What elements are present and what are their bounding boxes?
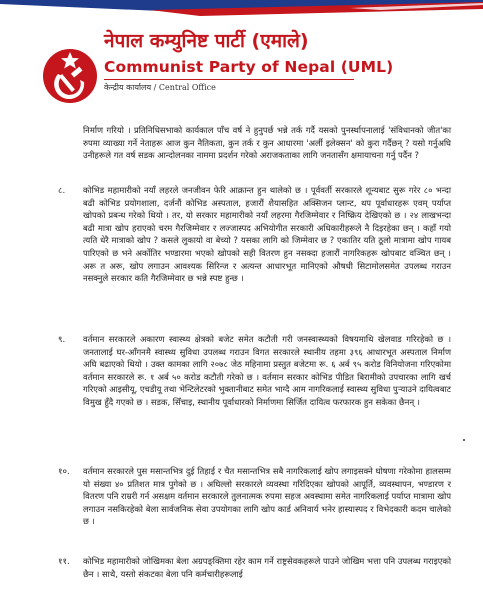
margin-dot [463,439,465,441]
office-label-separator: / [151,83,159,92]
party-name-nepali: नेपाल कम्युनिष्ट पार्टी (एमाले) [104,30,309,52]
party-logo-hammer-sickle-star-icon [40,46,100,106]
office-label-english: Central Office [158,83,216,92]
paragraph-8: कोभिड महामारीको नयाँ लहरले जनजीवन फेरि आक्रान्त हुन थालेको छ । पूर्ववर्ती सरकारले शून्यबाट सुरू गरेर ८० भन्दा बढी कोभिड प्रयोगशाला, दर्जनौं कोभिड अस्पताल, हजारौं शैयासहित अक्सिजन प्लान्ट, थप पूर्वाधारहरू एवम् पर्याप्त खोपको प्रबन्ध गरेको थियो । तर, यो सरकार महामारीको नयाँ लहरमा गैरजिम्मेवार र निष्क्रिय देखिएको छ । २४ लाखभन्दा बढी मात्रा खोप हराएको चरम गैरजिम्मेवार र लज्जास्पद अभियोगीत सरकारी अधिकारीहरूले नै दिइरहेका छन् । कहाँ गयो त्यति धेरै मात्राको खोप ? कसले लुकायो वा बेच्यो ? यसका लागि को जिम्मेवार छ ? एकातिर यति ठूलो मात्रामा खोप गायब पारिएको छ भने अर्कोतिर भण्डारमा भएको खोपको सही वितरण हुन नसक्दा हजारौं नागरिकहरू खोपबाट वञ्चित छन् । अरू त अरू, खोप लगाउन आवश्यक सिरिन्ज र अत्यन्त आधारभूत मानिएको औषधी सिटामोलसमेत उपलब्ध गराउन नसक्नुले सरकार कति गैरजिम्मेवार छ भन्ने स्पष्ट हुन्छ । [83,185,451,284]
office-label [104,82,216,93]
party-name-english: Communist Party of Nepal (UML) [104,58,394,76]
top-decorative-band [0,0,483,24]
paragraph-10: वर्तमान सरकारले पुस मसान्तभित्र दुई तिहाई र चैत मसान्तभित्र सबै नागरिकलाई खोप लगाइसक्ने घोषणा गरेकोमा हालसम्म यो संख्या ४० प्रतिशत मात्र पुगेको छ । अघिल्लो सरकारले व्यवस्था गरिदिएका खोपको आपूर्ति, व्यवस्थापन, भण्डारण र वितरण पनि राम्ररी गर्न असक्षम वर्तमान सरकारले तुलनात्मक रुपमा सहज अवस्थामा समेत नागरिकलाई पर्याप्त मात्रामा खोप लगाउन नसकिरहेको बेला सार्वजनिक सेवा उपयोगका लागि खोप कार्ड अनिवार्य भनेर हास्यास्पद र विभेदकारी कदम चालेको छ । [83,466,451,527]
paragraph-number-11: ११. [58,557,70,567]
paragraph-number-10: १०. [58,467,70,477]
paragraph-9: वर्तमान सरकारले अकारण स्वास्थ्य क्षेत्रको बजेट समेत कटौती गरी जनस्वास्थ्यको विषयमाथि खेलवाड गरिरहेको छ । जनतालाई घर-आँगनमै स्वास्थ्य सुविधा उपलब्ध गराउन विगत सरकारले स्थानीय तहमा ३९६ आधारभूत अस्पताल निर्माण अघि बढाएको थियो । उक्त कामका लागि २०७८ जेठ महिनामा प्रस्तुत बजेटमा रू. ६ अर्ब ९५ करोड विनियोजना गरिएकोमा वर्तमान सरकारले रू. १ अर्ब ५० करोड कटौती गरेको छ । वर्तमान सरकार कोभिड पीडित बिरामीको उपचारका लागि खर्च गरिएको आइसीयू, एचडीयू तथा भेन्टिलेटरको भुक्तानीबाट समेत भाग्दै आम नागरिकलाई स्वास्थ्य सुविधा पुऱ्याउने दायित्वबाट विमुख हुँदै गएको छ । सडक, सिँचाइ, स्थानीय पूर्वाधारको निर्माणमा सिर्जित दायित्व फरफारक हुन सकेका छैनन् । [83,334,451,407]
paragraph-continued: निर्माण गरियो । प्रतिनिधिसभाको कार्यकाल पाँच वर्ष ने हुनुपर्छ भन्ने तर्क गर्दै यसको पुनर्स्थापनालाई 'संविधानको जीत'का रुपमा व्याख्या गर्ने नेताहरू आज कुन नैतिकता, कुन तर्क र कुन आधारमा 'अर्ली इलेक्सन' को कुरा गर्दैछन् ? यसो गर्नुअघि उनीहरूले गत वर्ष सडक आन्दोलनका नाममा प्रदर्शन गरेको अराजकताका लागि जनतासँग क्षमायाचना गर्नु पर्दैन ? [83,125,451,161]
paragraph-number-8: ८. [58,186,66,196]
paragraph-number-9: ९. [58,335,66,345]
office-label-nepali: केन्द्रीय कार्यालय [104,83,152,92]
header-divider [104,79,354,80]
paragraph-11: कोभिड महामारीको जोखिमका बेला अग्रपङ्क्तिमा रहेर काम गर्ने राष्ट्रसेवकहरूले पाउने जोखिम भत्ता पनि उपलब्ध गराइएको छैन । साथै, यस्तो संकटका बेला पनि कर्मचारीहरूलाई [83,556,451,579]
